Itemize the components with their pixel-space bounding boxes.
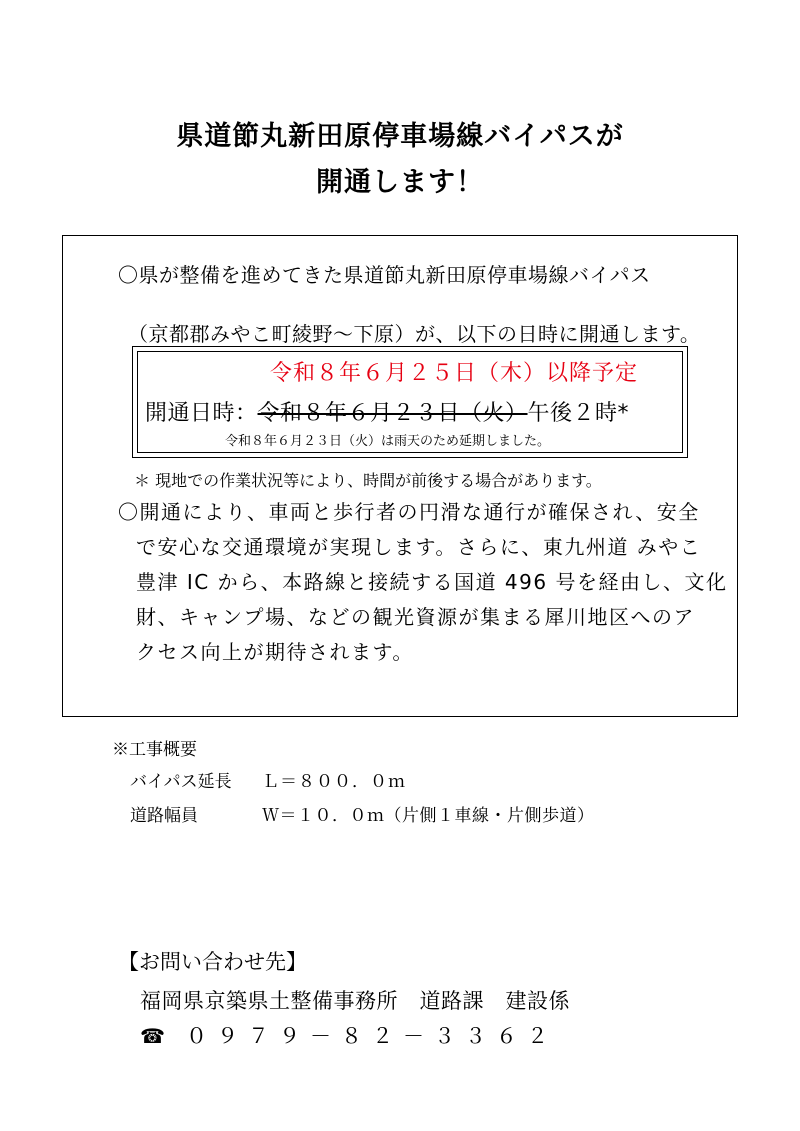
paragraph-line: で安心な交通環境が実現します。さらに、東九州道 みやこ [136, 535, 702, 559]
opening-datetime-row [145, 396, 629, 427]
bypass-length-value: Ｌ＝８００．０ｍ [262, 772, 406, 792]
revised-opening-date: 令和８年６月２５日（木）以降予定 [270, 361, 639, 386]
original-opening-date: 令和８年６月２３日（火） [257, 401, 528, 426]
paragraph-line: クセス向上が期待されます。 [136, 640, 414, 664]
paragraph-line: 財、キャンプ場、などの観光資源が集まる犀川地区へのア [136, 605, 695, 629]
time-change-note: ＊ 現地での作業状況等により、時間が前後する場合があります。 [134, 471, 602, 490]
benefits-paragraph [118, 495, 728, 670]
contact-heading: 【お問い合わせ先】 [118, 950, 307, 974]
telephone-icon: ☎ [140, 1024, 165, 1048]
road-width-label: 道路幅員 [130, 806, 198, 826]
postponement-note: 令和８年６月２３日（火）は雨天のため延期しました。 [225, 434, 551, 449]
intro-line1: 〇県が整備を進めてきた県道節丸新田原停車場線バイパス [118, 263, 651, 287]
contact-phone-number[interactable]: ０９７９－８２－３３６２ [186, 1024, 558, 1048]
road-width-value: Ｗ＝１０．０ｍ（片側１車線・片側歩道） [262, 806, 595, 826]
intro-line2: （京都郡みやこ町綾野～下原）が、以下の日時に開通します。 [128, 322, 701, 346]
page-title-line1: 県道節丸新田原停車場線バイパスが [176, 121, 624, 152]
opening-datetime-label: 開通日時： [145, 401, 258, 426]
page-title-line2: 開通します！ [316, 167, 484, 198]
contact-office: 福岡県京築県土整備事務所 道路課 建設係 [140, 989, 570, 1013]
paragraph-line: 〇開通により、車両と歩行者の円滑な通行が確保され、安全 [118, 500, 700, 524]
opening-time: 午後２時* [527, 401, 630, 426]
contact-phone-row [140, 1020, 558, 1050]
construction-overview-heading: ※工事概要 [112, 740, 197, 760]
bypass-length-label: バイパス延長 [130, 772, 232, 792]
paragraph-line: 豊津 IC から、本路線と接続する国道 496 号を経由し、文化 [136, 570, 728, 594]
